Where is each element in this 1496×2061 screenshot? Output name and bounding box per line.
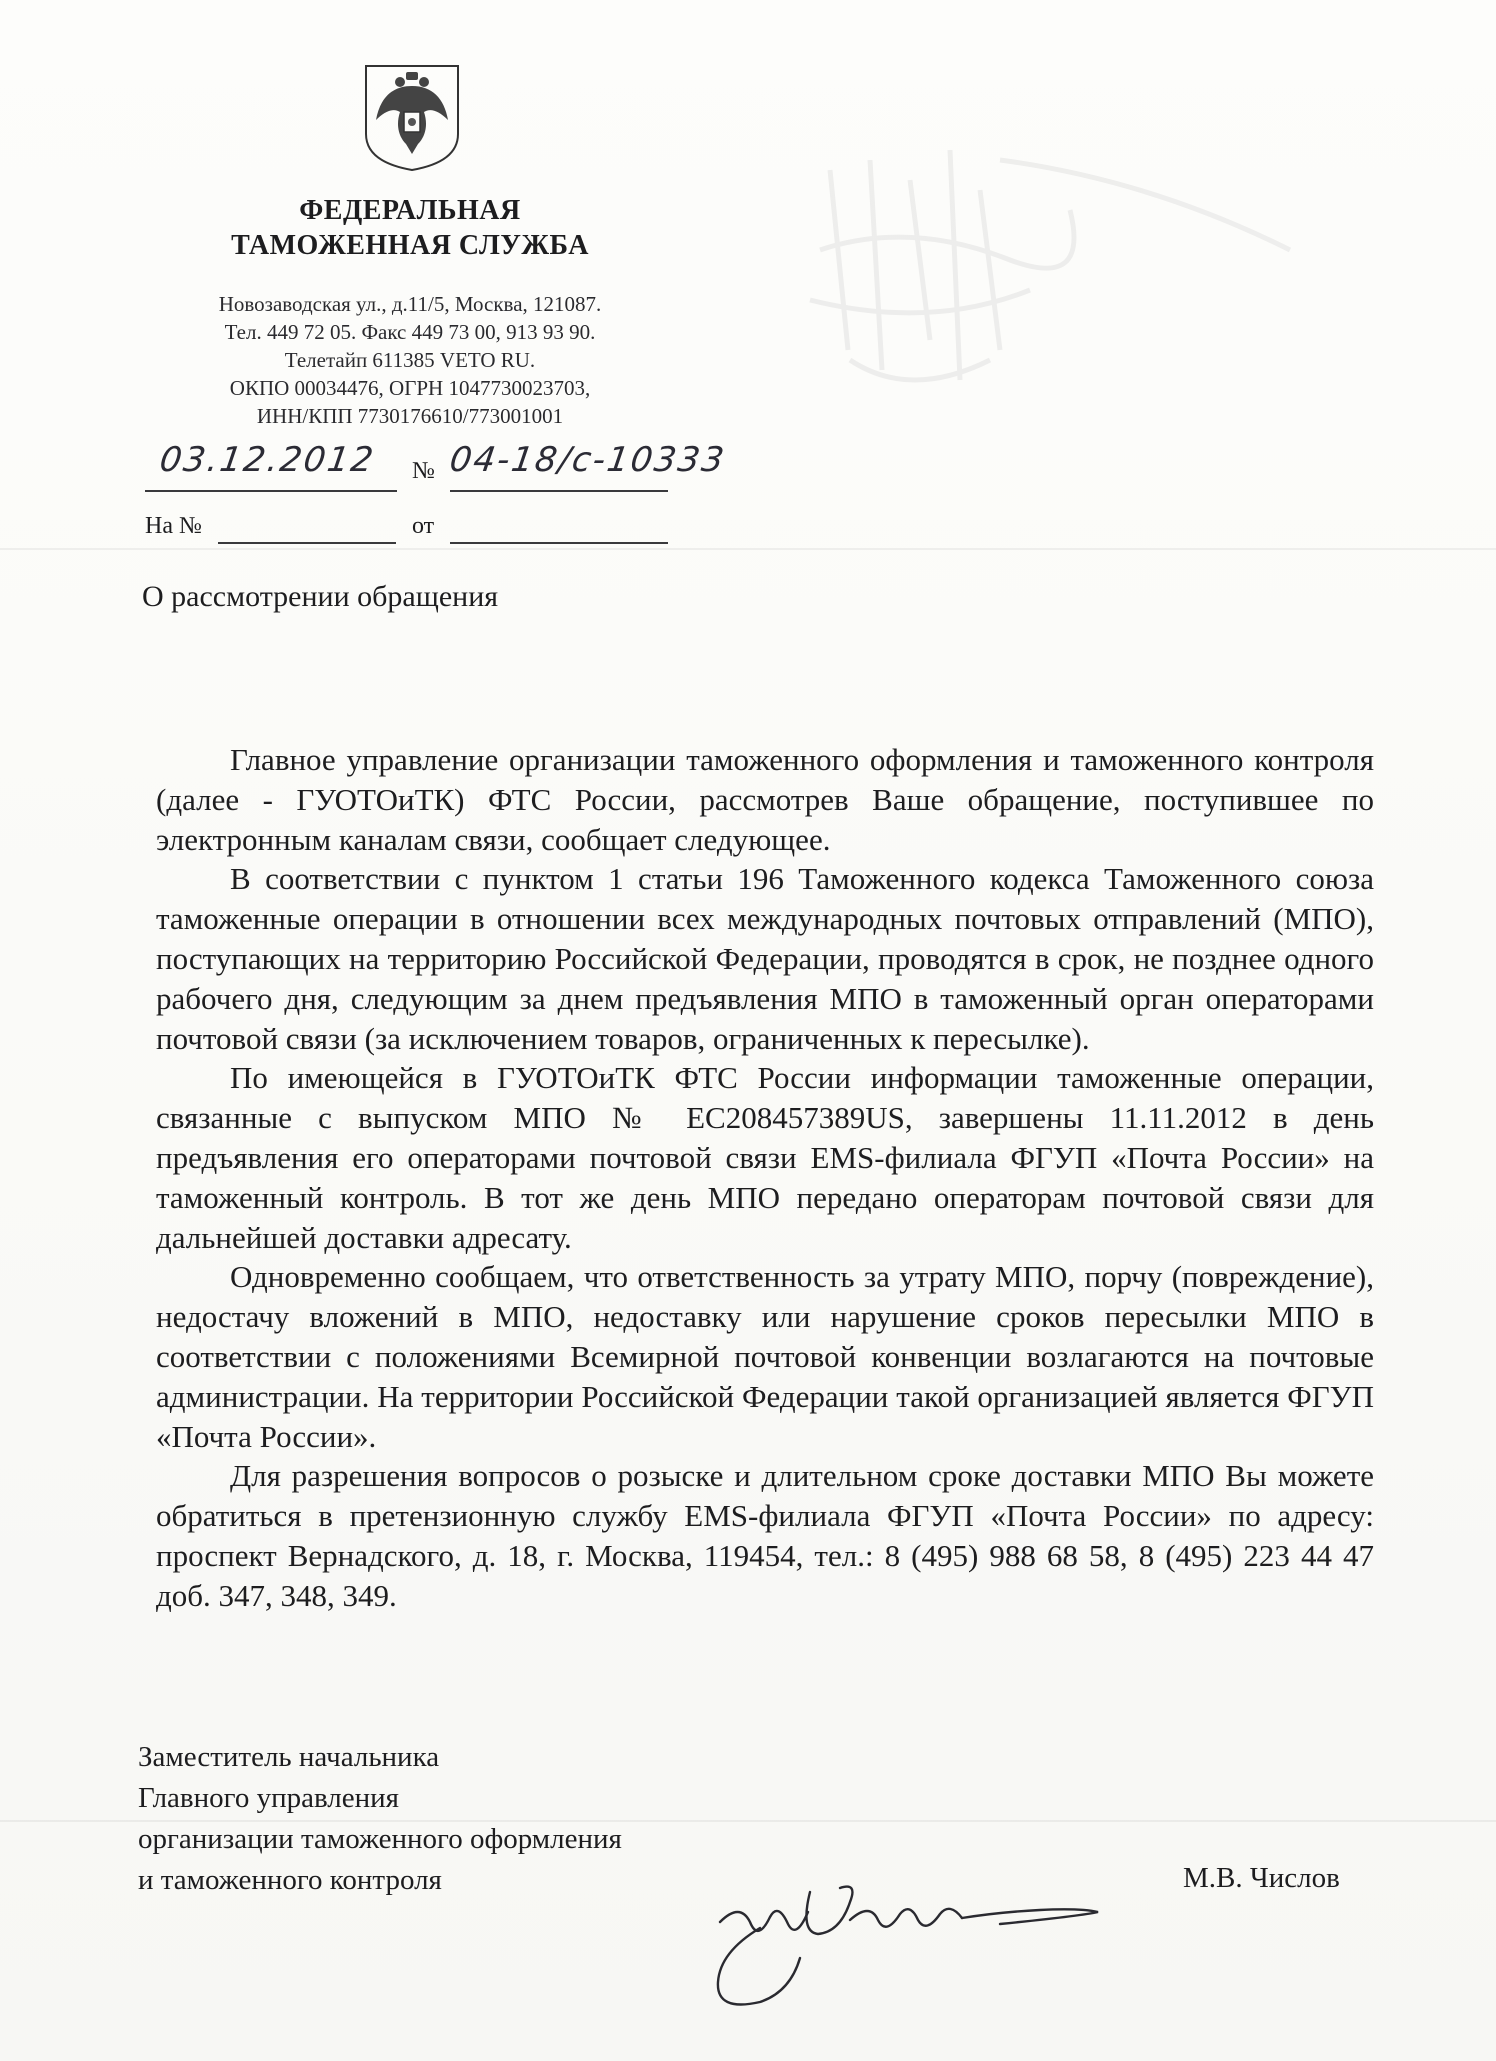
paper-fold-line <box>0 548 1496 550</box>
body-paragraph: Для разрешения вопросов о розыске и длительном сроке доставки МПО Вы можете обратиться в претензионную службу EMS-филиала ФГУП «Почта России» по адресу: проспект Вернадского, д. 18, г. Москва, 119454, тел.: 8 (495) 988 68 58, 8 (495) 223 44 47 доб. 347, 348, 349. <box>156 1458 1374 1613</box>
number-underline <box>450 490 668 492</box>
signatory-title-line: организации таможенного оформления <box>138 1823 622 1855</box>
body-paragraph: В соответствии с пунктом 1 статьи 196 Таможенного кодекса Таможенного союза таможенные операции в отношении всех международных почтовых отправлений (МПО), поступающих на территорию Российской Федерации, проводятся в срок, не позднее одного рабочего дня, следующим за днем предъявления МПО в таможенный орган операторами почтовой связи (за исключением товаров, ограниченных к пересылке). <box>156 861 1374 1056</box>
teletype-line: Телетайп 611385 VETO RU. <box>284 348 536 372</box>
signatory-title-line: Главного управления <box>138 1782 399 1814</box>
coat-of-arms-icon <box>362 62 462 174</box>
signer-name: М.В. Числов <box>1183 1862 1340 1894</box>
body-paragraph: Главное управление организации таможенного оформления и таможенного контроля (далее - ГУОТОиТК) ФТС России, рассмотрев Ваше обращение, поступившее по электронным каналам связи, сообщает следующее. <box>156 742 1374 857</box>
phone-line: Тел. 449 72 05. Факс 449 73 00, 913 93 90. <box>224 320 596 344</box>
letter-subject: О рассмотрении обращения <box>142 580 499 613</box>
date-underline <box>145 490 397 492</box>
body-paragraph: Одновременно сообщаем, что ответственность за утрату МПО, порчу (повреждение), недостачу вложений в МПО, недоставку или нарушение сроков пересылки МПО в соответствии с положениями Всемирной почтовой конвенции возлагаются на почтовые администрации. На территории Российской Федерации такой организацией является ФГУП «Почта России». <box>156 1259 1374 1454</box>
org-name-line2: ТАМОЖЕННАЯ СЛУЖБА <box>231 230 589 261</box>
inn-line: ИНН/КПП 7730176610/773001001 <box>256 404 564 428</box>
org-name-line1: ФЕДЕРАЛЬНАЯ <box>299 195 521 226</box>
redacted-stamp <box>770 100 1330 430</box>
signatory-title <box>138 1737 622 1901</box>
handwritten-date: 03.12.2012 <box>157 440 378 480</box>
reference-label: На № <box>145 513 202 539</box>
number-sign: № <box>412 458 435 484</box>
letter-body <box>156 740 1374 1616</box>
handwritten-number: 04-18/с-10333 <box>447 440 729 480</box>
handwritten-signature <box>700 1862 1120 2032</box>
okpo-line: ОКПО 00034476, ОГРН 1047730023703, <box>229 376 591 400</box>
body-paragraph: По имеющейся в ГУОТОиТК ФТС России информации таможенные операции, связанные с выпуском МПО № EC208457389US, завершены 11.11.2012 в день предъявления его операторами почтовой связи EMS-филиала ФГУП «Почта России» на таможенный контроль. В тот же день МПО передано операторам почтовой связи для дальнейшей доставки адресату. <box>156 1060 1374 1255</box>
signatory-title-line: и таможенного контроля <box>138 1864 442 1896</box>
address-line: Новозаводская ул., д.11/5, Москва, 121087. <box>218 292 602 316</box>
reference-from-label: от <box>412 513 435 539</box>
reference-date-underline <box>450 542 668 544</box>
signatory-title-line: Заместитель начальника <box>138 1741 440 1773</box>
reference-underline <box>218 542 396 544</box>
